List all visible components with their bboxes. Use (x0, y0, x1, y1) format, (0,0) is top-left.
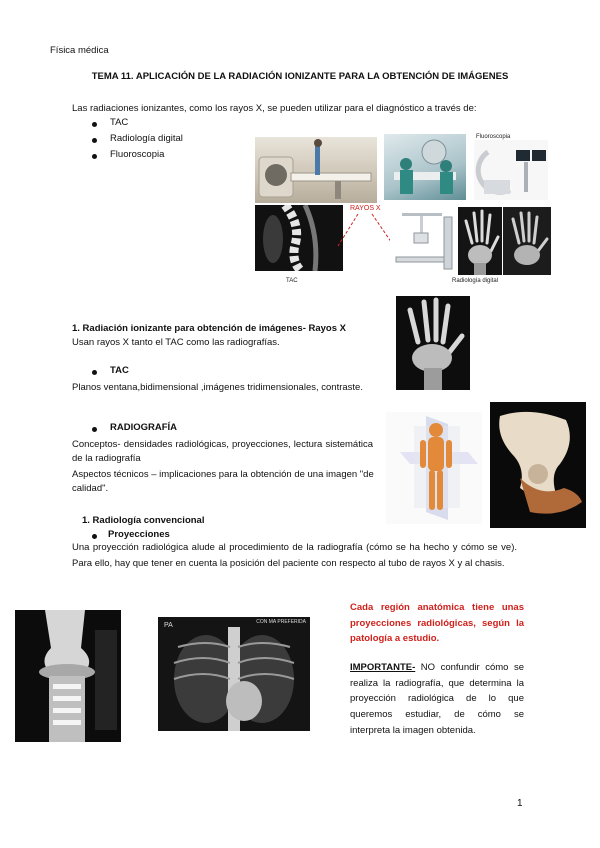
bullet (92, 370, 97, 375)
page-number: 1 (517, 798, 523, 809)
chest-label-right: CON MA PREFERIDA (256, 619, 306, 625)
red-note: Cada región anatómica tiene unas proyecciones radiológicas, según la patología a estudio. (350, 602, 524, 645)
radiologia-digital-caption: Radiología digital (452, 278, 499, 284)
convencional-heading: 1. Radiología convencional (82, 515, 205, 526)
ct-scanner-photo (255, 137, 377, 203)
chest-xray (158, 617, 310, 731)
convencional-text-body: Una proyección radiológica alude al procedimiento de la radiografía (cómo se ha hecho y cómo se ve). Para ello, hay que tener en cuenta la posición del paciente con respecto al tubo de rayos X y al chasis. (72, 542, 517, 570)
radiografia-text2: Aspectos técnicos – implicaciones para la obtención de una imagen "de calidad". (72, 469, 374, 494)
fluoroscopia-caption: Fluoroscopia (476, 134, 511, 140)
anatomical-planes-figure (386, 412, 482, 524)
bullet (92, 427, 97, 432)
hand-xray-2 (503, 207, 551, 275)
section1-heading: 1. Radiación ionizante para obtención de imágenes- Rayos X (72, 323, 346, 334)
c-arm-photo (474, 140, 548, 200)
page-title: TEMA 11. APLICACIÓN DE LA RADIACIÓN IONIZANTE PARA LA OBTENCIÓN DE IMÁGENES (91, 71, 509, 82)
important-note (350, 660, 524, 738)
hand-xray-large (396, 296, 470, 390)
section1-text: Usan rayos X tanto el TAC como las radiografías. (72, 337, 280, 348)
knee-xray (15, 610, 121, 742)
rayos-x-label: RAYOS X (350, 205, 381, 212)
bullet (92, 534, 97, 539)
bullet (92, 154, 97, 159)
list-item: TAC (110, 117, 129, 128)
intro-text: Las radiaciones ionizantes, como los rayos X, se pueden utilizar para el diagnóstico a través de: (72, 103, 477, 114)
important-text: NO confundir cómo se realiza la radiografía, que determina la proyección radiológica de lo que queremos estudiar, de cómo se interpreta la imagen obtenida. (350, 662, 524, 736)
radiografia-text1: Conceptos- densidades radiológicas, proyecciones, lectura sistemática de la radiografía (72, 439, 373, 464)
list-item: Radiología digital (110, 133, 183, 144)
radiografia-heading: RADIOGRAFÍA (110, 422, 178, 433)
tac-caption: TAC (286, 278, 298, 284)
proyecciones-heading: Proyecciones (108, 529, 170, 540)
bullet (92, 122, 97, 127)
hand-xray-1 (458, 207, 502, 275)
elbow-3d-ct (490, 402, 586, 528)
bullet (92, 138, 97, 143)
important-label: IMPORTANTE- (350, 662, 416, 673)
list-item: Fluoroscopia (110, 149, 165, 160)
tac-text: Planos ventana,bidimensional ,imágenes tridimensionales, contraste. (72, 382, 363, 393)
convencional-text (72, 540, 517, 572)
fluoroscopy-room-photo (384, 134, 466, 200)
chest-label-pa: PA (164, 622, 173, 629)
tac-heading: TAC (110, 365, 129, 376)
course-header: Física médica (50, 45, 109, 56)
digital-xray-machine (390, 207, 458, 275)
